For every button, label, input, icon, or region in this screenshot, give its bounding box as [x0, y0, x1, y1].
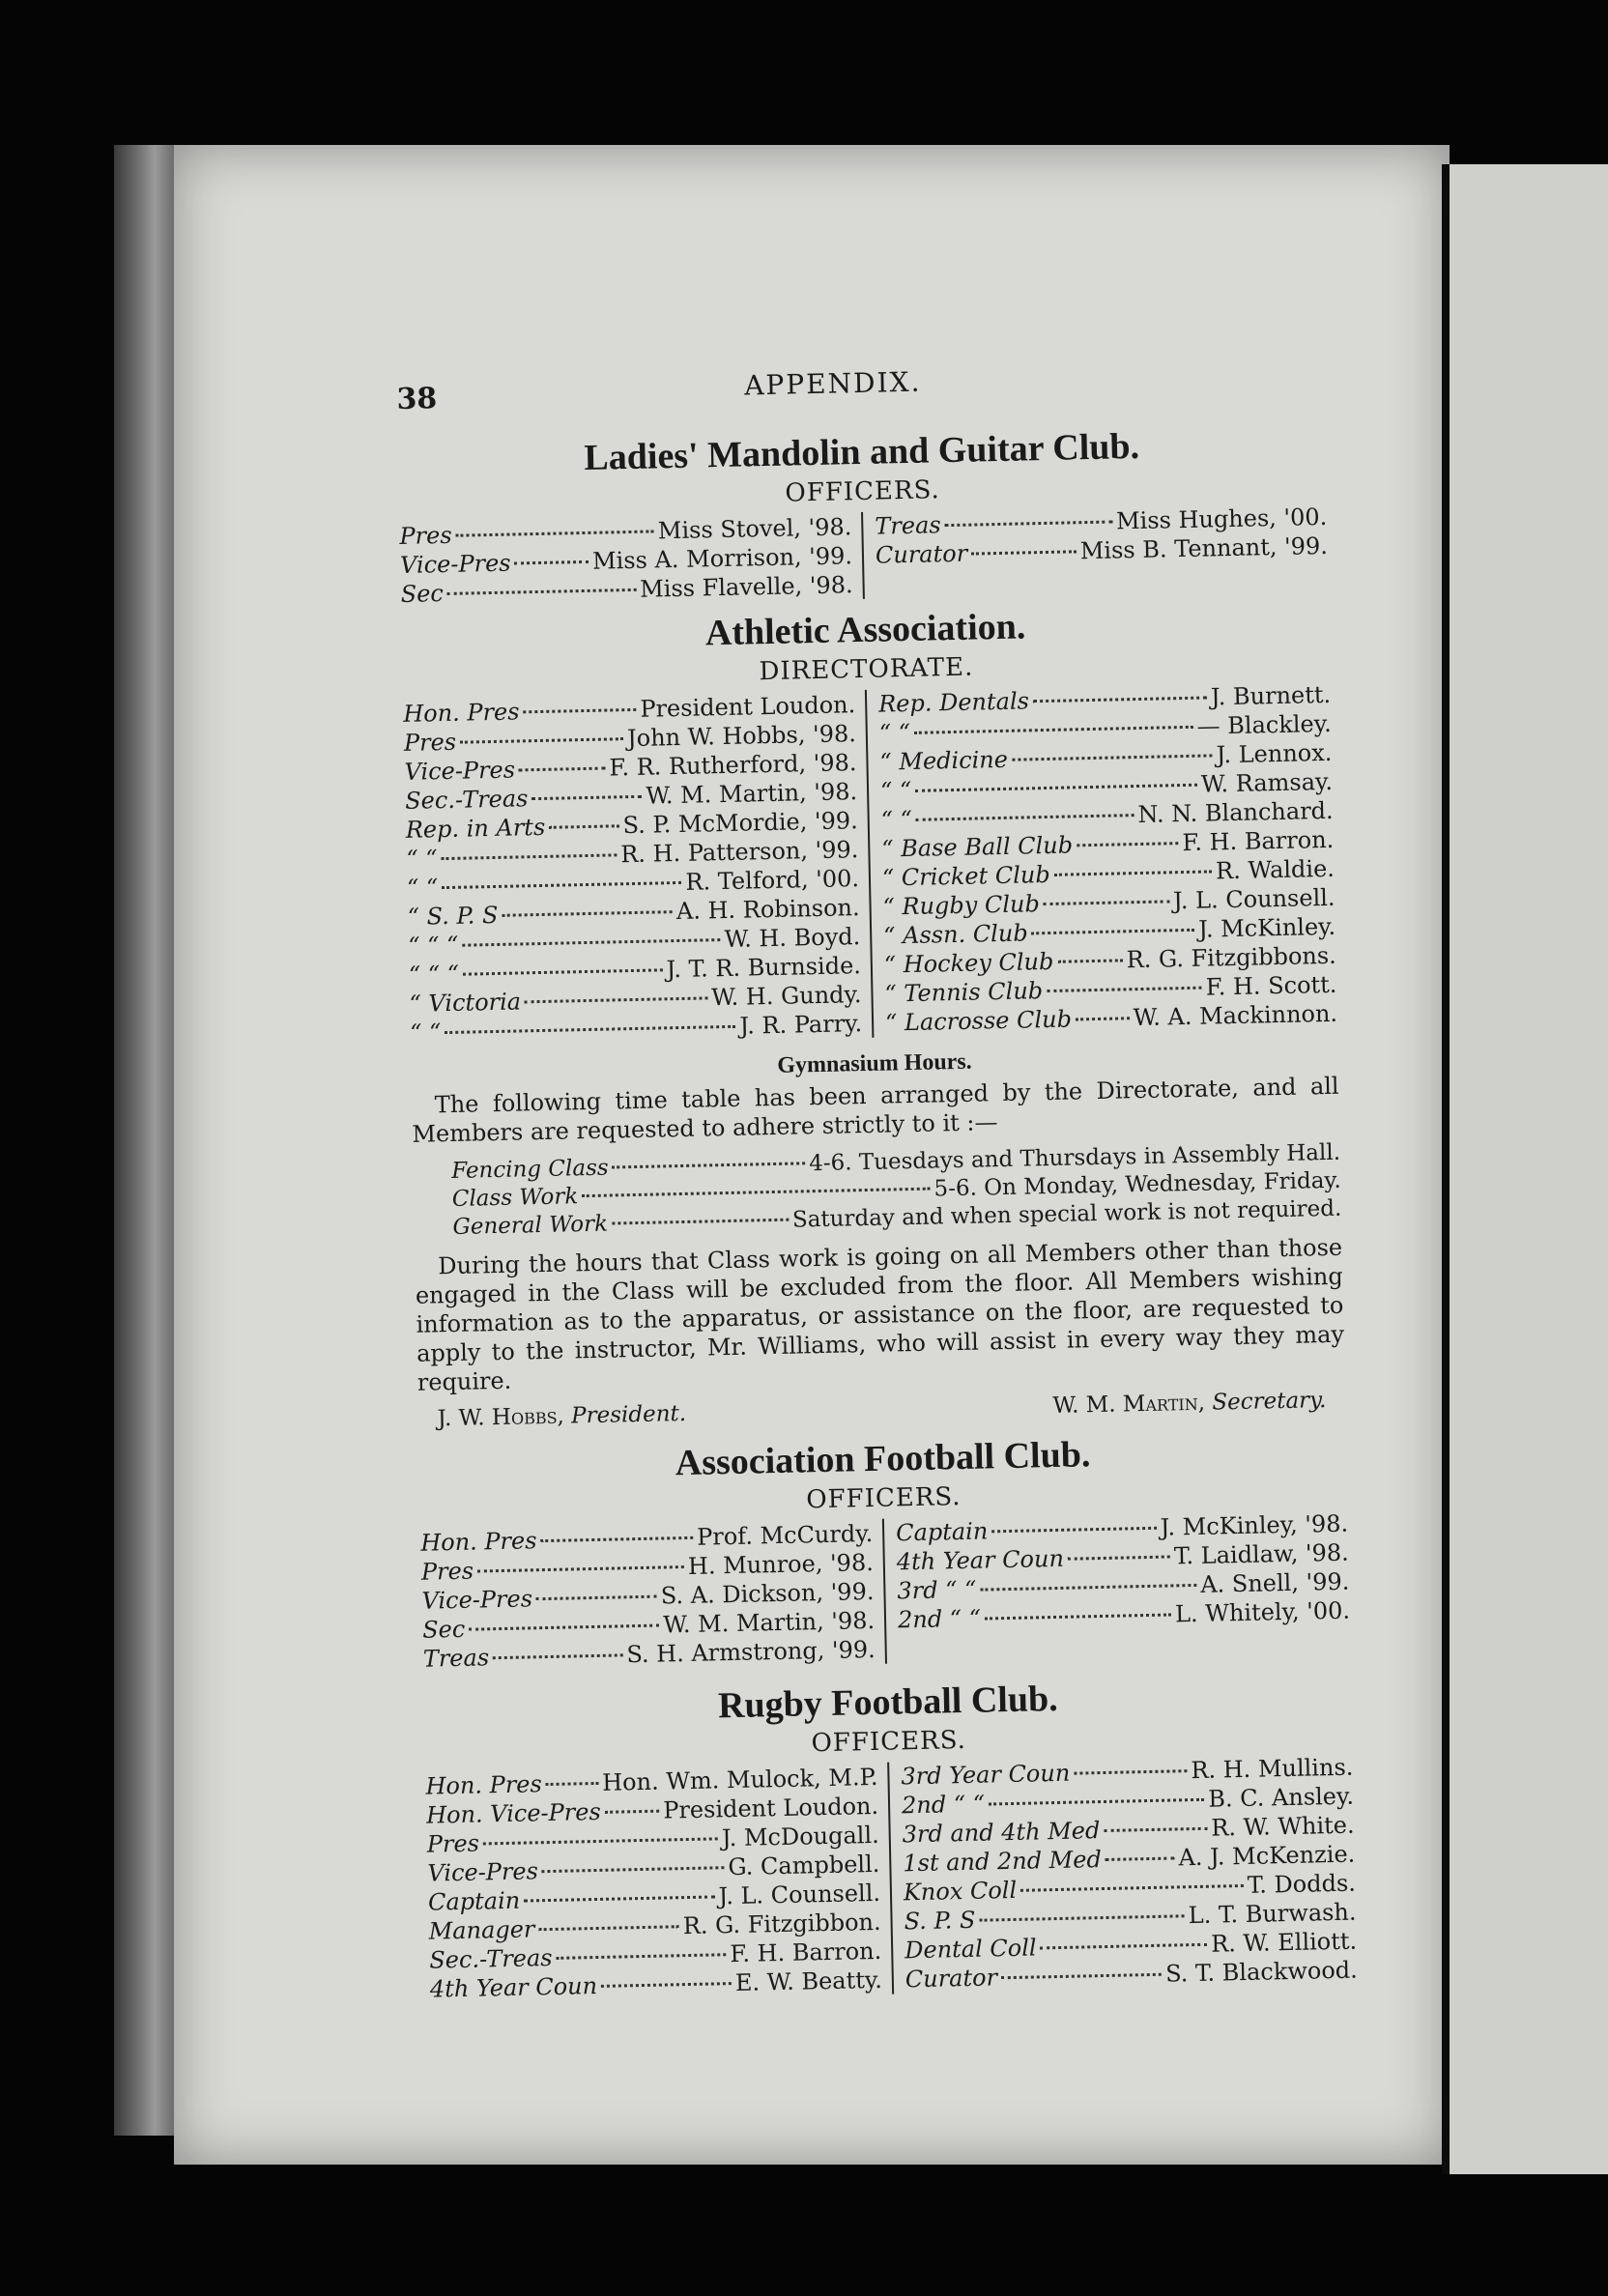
officer-role: Rep. in Arts [405, 813, 546, 844]
officer-role: “ Rugby Club [882, 890, 1041, 921]
leader-dots [442, 853, 617, 860]
officer-role: Vice-Pres [404, 756, 516, 786]
association-football-heading: OFFICERS. [805, 1482, 962, 1515]
officer-role: Pres [426, 1829, 480, 1858]
officer-name: S. A. Dickson, '99. [660, 1577, 875, 1610]
officer-role: S. P. S [904, 1906, 976, 1936]
leader-dots [1077, 842, 1178, 847]
officer-name: Prof. McCurdy. [696, 1519, 874, 1551]
leader-dots [557, 1953, 727, 1960]
leader-dots [916, 814, 1134, 821]
officer-name: R. Telford, '00. [685, 865, 860, 896]
officer-name: B. C. Ansley. [1208, 1782, 1355, 1813]
officer-column-left [403, 690, 874, 1048]
schedule-desc: On Monday, Wednesday, Friday. [983, 1167, 1341, 1201]
officer-role: Hon. Pres [403, 698, 520, 728]
officer-role: Captain [895, 1517, 989, 1547]
facing-page-edge [1450, 164, 1608, 2174]
officer-column-right [889, 1753, 1358, 1995]
leader-dots [914, 726, 1193, 734]
leader-dots [989, 1798, 1204, 1806]
officer-name: E. W. Beatty. [734, 1966, 883, 1997]
leader-dots [1076, 1017, 1130, 1020]
leader-dots [524, 1895, 714, 1902]
leader-dots [1104, 1827, 1207, 1832]
leader-dots [991, 1527, 1157, 1534]
officer-name: R. G. Fitzgibbon. [682, 1908, 881, 1940]
officer-name: President Loudon. [640, 691, 856, 723]
leader-dots [502, 910, 673, 917]
running-title: APPENDIX. [743, 365, 922, 402]
officer-name: W. A. Mackinnon. [1133, 999, 1338, 1032]
officer-name: A. H. Robinson. [675, 894, 860, 926]
officer-name: A. Snell, '99. [1199, 1567, 1350, 1598]
leader-dots [519, 767, 606, 772]
officer-role: “ “ [879, 776, 912, 805]
rugby-heading: OFFICERS. [811, 1725, 967, 1759]
leader-dots [1106, 1856, 1175, 1861]
leader-dots [605, 1810, 660, 1814]
leader-dots [483, 1837, 718, 1845]
officer-name: L. T. Burwash. [1188, 1898, 1357, 1930]
officer-role: “ “ [406, 845, 438, 873]
leader-dots [462, 938, 720, 947]
leader-dots [477, 1565, 684, 1572]
leader-dots [515, 560, 589, 565]
officer-role: Curator [904, 1964, 998, 1994]
rugby-officers [425, 1753, 1358, 2004]
officer-role: Sec [421, 1615, 466, 1644]
gym-schedule [451, 1139, 1342, 1242]
officer-name: J. L. Counsell. [718, 1879, 881, 1910]
officer-name: Hon. Wm. Mulock, M.P. [601, 1763, 878, 1796]
leader-dots [1032, 929, 1195, 935]
leader-dots [445, 1025, 735, 1034]
officer-name: S. H. Armstrong, '99. [626, 1635, 876, 1669]
officer-column-right [863, 502, 1329, 599]
athletic-title: Athletic Association. [704, 606, 1026, 654]
officer-role: Captain [427, 1886, 521, 1916]
officer-name: R. H. Patterson, '99. [619, 836, 859, 869]
gym-title: Gymnasium Hours. [777, 1048, 972, 1078]
mandolin-title: Ladies' Mandolin and Guitar Club. [583, 425, 1140, 478]
officer-role: Sec [400, 580, 445, 608]
officer-name: John W. Hobbs, '98. [626, 720, 857, 753]
officer-role: “ Base Ball Club [881, 831, 1074, 863]
leader-dots [525, 996, 707, 1003]
officer-role: Treas [422, 1644, 490, 1673]
officer-role: “ “ [880, 805, 913, 834]
page-gutter [1442, 164, 1450, 2174]
officer-column-left [425, 1763, 894, 2004]
leader-dots [447, 588, 636, 595]
officer-name: R. Waldie. [1215, 854, 1335, 885]
officer-name: R. W. White. [1210, 1811, 1355, 1842]
officer-column-right [884, 1509, 1351, 1664]
officer-name: J. R. Parry. [739, 1010, 863, 1040]
officer-name: W. M. Martin, '98. [663, 1606, 876, 1639]
leader-dots [531, 795, 642, 800]
leader-dots [493, 1653, 622, 1659]
leader-dots [523, 708, 636, 713]
officer-column-left [399, 512, 865, 609]
officer-role: 3rd and 4th Med [902, 1817, 1101, 1849]
officer-name: W. H. Boyd. [724, 923, 861, 954]
officer-name: J. McDougall. [721, 1821, 880, 1852]
officer-name: Miss B. Tennant, '99. [1079, 531, 1329, 565]
leader-dots [1044, 900, 1169, 905]
officer-role: “ Victoria [409, 988, 522, 1018]
leader-dots [979, 1914, 1184, 1921]
officer-role: Dental Coll [904, 1934, 1037, 1965]
officer-column-right [867, 680, 1337, 1038]
leader-dots [601, 1982, 732, 1988]
signature-president: J. W. Hobbs, President. [437, 1400, 687, 1432]
leader-dots [1057, 959, 1122, 962]
leader-dots [971, 550, 1077, 555]
page-number: 38 [396, 382, 438, 416]
schedule-desc: Tuesdays and Thursdays in Assembly Hall. [858, 1139, 1341, 1176]
officer-name: T. Laidlaw, '98. [1173, 1538, 1349, 1570]
officer-role: “ Hockey Club [883, 947, 1054, 979]
officer-name: T. Dodds. [1247, 1869, 1357, 1899]
officer-name: J. L. Counsell. [1172, 883, 1335, 915]
officer-name: Miss Flavelle, '98. [639, 571, 853, 603]
officer-name: W. H. Gundy. [710, 981, 862, 1012]
leader-dots [546, 1782, 599, 1786]
officer-name: S. T. Blackwood. [1164, 1956, 1359, 1988]
schedule-label: Class Work [451, 1184, 579, 1212]
officer-role: “ S. P. S [407, 901, 499, 931]
officer-role: 2nd “ “ [897, 1604, 982, 1634]
officer-name: H. Munroe, '98. [687, 1548, 875, 1580]
athletic-heading: DIRECTORATE. [759, 652, 974, 687]
leader-dots [1068, 1555, 1170, 1560]
leader-dots [945, 521, 1112, 528]
officer-role: Sec.-Treas [429, 1943, 553, 1974]
officer-column-left [420, 1519, 887, 1674]
gym-intro: The following time table has been arranged by the Directorate, and all Members are requested to adhere strictly to it :— [412, 1072, 1339, 1148]
leader-dots [442, 881, 681, 889]
officer-role: “ “ “ [408, 960, 460, 989]
schedule-label: General Work [452, 1211, 609, 1240]
officer-role: “ Cricket Club [881, 860, 1050, 892]
officer-name: W. Ramsay. [1200, 767, 1334, 798]
leader-dots [1012, 754, 1213, 761]
officer-name: J. T. R. Burnside. [666, 952, 862, 984]
officer-name: Miss Stovel, '98. [657, 513, 852, 545]
officer-name: Miss Hughes, '00. [1115, 502, 1328, 535]
officer-role: 2nd “ “ [901, 1790, 986, 1820]
leader-dots [540, 1536, 693, 1542]
officer-name: F. R. Rutherford, '98. [609, 749, 857, 782]
officer-role: Pres [403, 728, 457, 757]
officer-role: 1st and 2nd Med [903, 1846, 1103, 1878]
schedule-time: 4-6. [808, 1150, 852, 1177]
mandolin-officers [399, 502, 1329, 609]
officer-name: J. McKinley. [1197, 912, 1336, 943]
officer-role: 4th Year Coun [429, 1972, 598, 2003]
officer-name: Miss A. Morrison, '99. [591, 542, 853, 575]
leader-dots [456, 530, 654, 536]
officer-role: Knox Coll [903, 1876, 1018, 1907]
page-content [396, 358, 1358, 2004]
schedule-time: 5-6. [933, 1175, 978, 1202]
leader-dots [1001, 1973, 1162, 1979]
officer-name: F. H. Scott. [1205, 970, 1337, 1001]
officer-name: R. H. Mullins. [1191, 1753, 1354, 1785]
signatures [437, 1388, 1326, 1431]
officer-role: “ Lacrosse Club [884, 1005, 1073, 1037]
leader-dots [915, 784, 1197, 792]
officer-role: Hon. Pres [419, 1527, 537, 1557]
officer-role: “ “ [409, 1019, 442, 1047]
leader-dots [1040, 1943, 1207, 1950]
officer-role: Hon. Pres [425, 1770, 543, 1800]
leader-dots [549, 824, 618, 829]
athletic-directorate [403, 680, 1337, 1048]
leader-dots [538, 1925, 679, 1931]
association-football-title: Association Football Club. [675, 1434, 1091, 1484]
officer-role: “ “ [878, 718, 911, 747]
leader-dots [469, 1624, 659, 1631]
officer-role: Pres [420, 1557, 474, 1586]
officer-name: J. Burnett. [1210, 680, 1332, 711]
officer-role: 3rd “ “ [897, 1575, 977, 1605]
officer-role: 4th Year Coun [896, 1544, 1065, 1576]
leader-dots [985, 1613, 1171, 1620]
leader-dots [1033, 697, 1207, 703]
officer-role: Vice-Pres [421, 1585, 533, 1615]
schedule-label: Fencing Class [450, 1155, 609, 1184]
officer-role: 3rd Year Coun [901, 1759, 1071, 1791]
officer-name: A. J. McKenzie. [1178, 1840, 1356, 1872]
mandolin-heading: OFFICERS. [785, 475, 941, 508]
leader-dots [536, 1595, 657, 1601]
schedule-desc: Saturday and when special work is not required. [791, 1195, 1342, 1233]
rugby-title: Rugby Football Club. [717, 1678, 1059, 1727]
leader-dots [1047, 987, 1202, 992]
officer-role: Vice-Pres [399, 549, 511, 579]
officer-name: J. McKinley, '98. [1160, 1509, 1349, 1541]
officer-role: Pres [399, 521, 452, 550]
officer-role: Hon. Vice-Pres [425, 1797, 602, 1829]
officer-name: W. M. Martin, '98. [646, 778, 858, 810]
officer-name: R. G. Fitzgibbons. [1126, 941, 1337, 974]
officer-name: G. Campbell. [728, 1850, 880, 1881]
officer-role: “ “ “ [408, 931, 459, 960]
officer-role: Sec.-Treas [404, 785, 529, 815]
association-football-officers [420, 1509, 1351, 1674]
officer-name: J. Lennox. [1216, 738, 1333, 769]
leader-dots [463, 968, 663, 975]
gym-rules: During the hours that Class work is going on all Members other than those engaged in the Class will be excluded from the floor. All Members wishing information as to the apparatus, or assistance on the floor, are requested to apply to the instructor, Mr. Williams, who will assist in every way they may require. [415, 1233, 1345, 1396]
officer-role: “ Tennis Club [884, 977, 1044, 1008]
officer-role: “ Medicine [879, 745, 1009, 776]
officer-name: N. N. Blanchard. [1137, 796, 1334, 829]
book-edge [114, 145, 182, 2136]
officer-role: Treas [875, 511, 941, 540]
officer-name: President Loudon. [662, 1792, 879, 1824]
officer-role: “ “ [406, 874, 439, 902]
officer-role: Curator [875, 539, 968, 569]
officer-role: Rep. Dentals [877, 687, 1030, 718]
officer-name: R. W. Elliott. [1210, 1927, 1358, 1958]
leader-dots [1074, 1769, 1187, 1774]
signature-secretary: W. M. Martin, Secretary. [1052, 1388, 1327, 1420]
leader-dots [1054, 870, 1213, 875]
officer-name: — Blackley. [1196, 709, 1333, 740]
officer-name: F. H. Barron. [730, 1937, 882, 1968]
officer-name: S. P. McMordie, '99. [622, 807, 859, 840]
leader-dots [1020, 1884, 1244, 1892]
officer-role: Manager [428, 1915, 535, 1945]
leader-dots [460, 737, 623, 744]
officer-name: F. H. Barron. [1182, 825, 1335, 857]
leader-dots [980, 1584, 1196, 1592]
officer-role: “ Assn. Club [882, 919, 1028, 950]
officer-name: L. Whitely, '00. [1174, 1596, 1351, 1628]
leader-dots [542, 1866, 725, 1873]
officer-role: Vice-Pres [427, 1857, 539, 1887]
